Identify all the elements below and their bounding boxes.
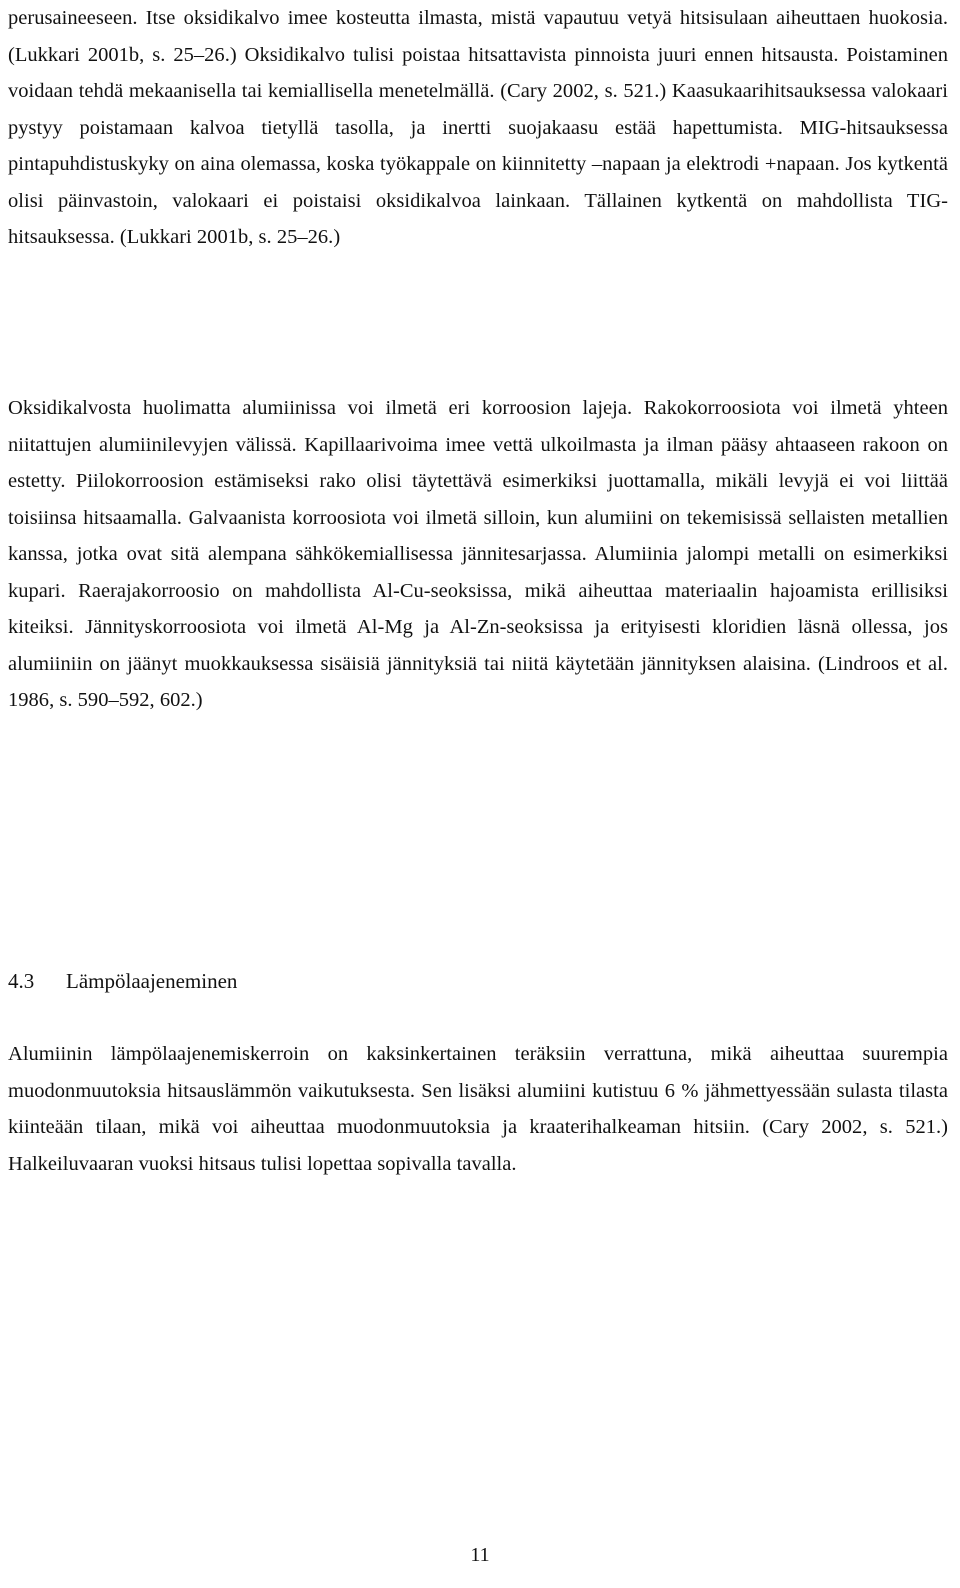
- section-number: 4.3: [8, 969, 35, 993]
- section-title: Lämpölaajeneminen: [66, 969, 238, 993]
- body-paragraph-thermal-expansion: Alumiinin lämpölaajenemiskerroin on kaksinkertainen teräksiin verrattuna, mikä aiheuttaa suurempia muodonmuutoksia hitsauslämmön vaikutuksesta. Sen lisäksi alumiini kutistuu 6 % jähmettyessään sulasta tilasta kiinteään tilaan, mikä voi aiheuttaa muodonmuutoksia ja kraaterihalkeaman hitsiin. (Cary 2002, s. 521.) Halkeiluvaaran vuoksi hitsaus tulisi lopettaa sopivalla tavalla.: [8, 1043, 948, 1175]
- body-paragraph-oxide-film: perusaineeseen. Itse oksidikalvo imee kosteutta ilmasta, mistä vapautuu vetyä hitsisulaan aiheuttaen huokosia. (Lukkari 2001b, s. 25–26.) Oksidikalvo tulisi poistaa hitsattavista pinnoista juuri ennen hitsausta. Poistaminen voidaan tehdä mekaanisella tai kemiallisella menetelmällä. (Cary 2002, s. 521.) Kaasukaarihitsauksessa valokaari pystyy poistamaan kalvoa tietyllä tasolla, ja inertti suojakaasu estää hapettumista. MIG-hitsauksessa pintapuhdistuskyky on aina olemassa, koska työkappale on kiinnitetty –napaan ja elektrodi +napaan. Jos kytkentä olisi päinvastoin, valokaari ei poistaisi oksidikalvoa lainkaan. Tällainen kytkentä on mahdollista TIG-hitsauksessa. (Lukkari 2001b, s. 25–26.): [8, 7, 948, 248]
- body-paragraph-corrosion: Oksidikalvosta huolimatta alumiinissa voi ilmetä eri korroosion lajeja. Rakokorroosiota voi ilmetä yhteen niitattujen alumiinilevyjen välissä. Kapillaarivoima imee vettä ulkoilmasta ja ilman pääsy ahtaaseen rakoon on estetty. Piilokorroosion estämiseksi rako olisi täytettävä esimerkiksi juottamalla, mikäli levyjä ei voi liittää toisiinsa hitsaamalla. Galvaanista korroosiota voi ilmetä silloin, kun alumiini on tekemisissä sellaisten metallien kanssa, jotka ovat sitä alempana sähkökemiallisessa jännitesarjassa. Alumiinia jalompi metalli on esimerkiksi kupari. Raerajakorroosio on mahdollista Al-Cu-seoksissa, mikä aiheuttaa materiaalin hajoamista erillisiksi kiteiksi. Jännityskorroosiota voi ilmetä Al-Mg ja Al-Zn-seoksissa ja erityisesti kloridien läsnä ollessa, jos alumiiniin on jäänyt muokkauksessa sisäisiä jännityksiä tai niitä käytetään jännityksen alaisina. (Lindroos et al. 1986, s. 590–592, 602.): [8, 397, 948, 711]
- page-number: 11: [470, 1544, 490, 1566]
- section-heading: [8, 966, 237, 996]
